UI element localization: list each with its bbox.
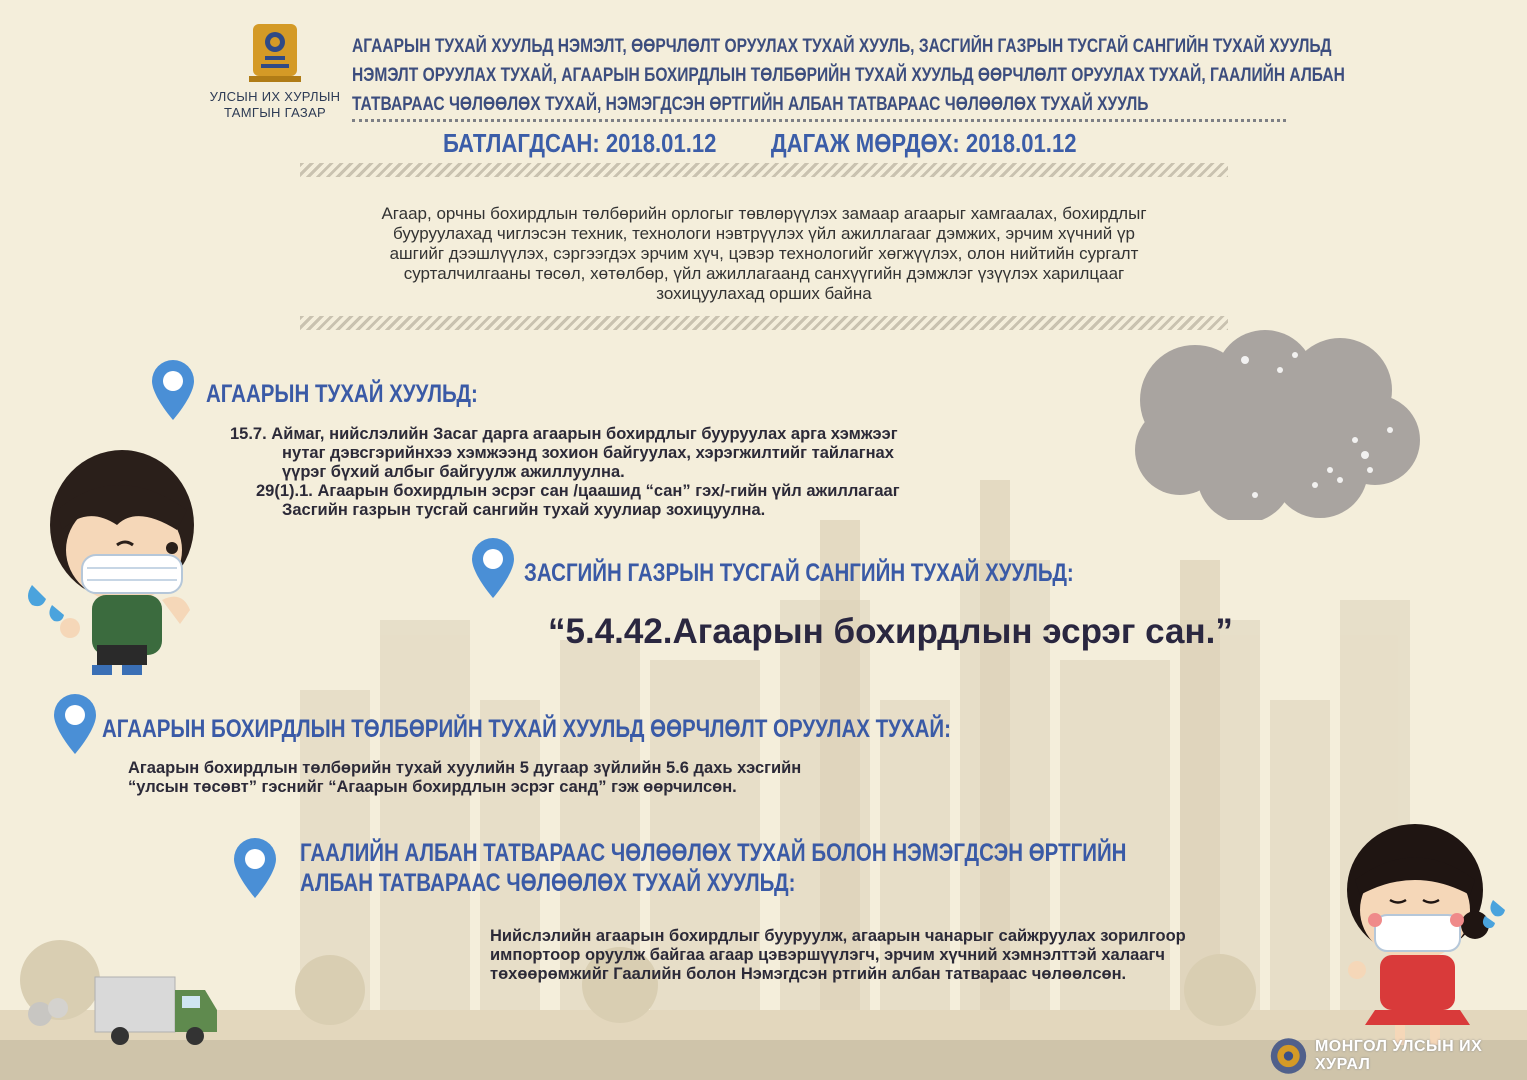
- text-line: “улсын төсөвт” гэснийг “Агаарын бохирдлын эсрэг санд” гэж өөрчилсөн.: [128, 778, 737, 796]
- location-pin-icon: [52, 692, 98, 756]
- state-emblem-icon: [247, 20, 303, 84]
- title-divider: [352, 119, 1286, 122]
- text-line: Агаарын бохирдлын төлбөрийн тухай хуулийн 5 дугаар зүйлийн 5.6 дахь хэсгийн: [128, 759, 802, 777]
- text-line: 15.7. Аймаг, нийслэлийн Засаг дарга агаарын бохирдлыг бууруулах арга хэмжээг: [230, 425, 898, 443]
- parliament-emblem-icon: [1268, 1036, 1309, 1076]
- heading-line: ГААЛИЙН АЛБАН ТАТВАРААС ЧӨЛӨӨЛӨХ ТУХАЙ БОЛОН НЭМЭГДСЭН ӨРТГИЙН: [300, 839, 1127, 867]
- air-law-text: [230, 425, 900, 520]
- text-line: 29(1).1. Агаарын бохирдлын эсрэг сан /цаашид “сан” гэх/-гийн үйл ажиллагааг: [256, 482, 900, 500]
- text-line: үүрэг бүхий албыг байгуулж ажиллуулна.: [282, 463, 625, 481]
- purpose-line: Агаар, орчны бохирдлын төлбөрийн орлогыг төвлөрүүлэх замаар агаарыг хамгаалах, бохирдлыг: [381, 204, 1147, 223]
- footer-watermark: [1268, 1036, 1527, 1076]
- truck-icon: [20, 972, 220, 1052]
- purpose-text: [300, 204, 1228, 304]
- text-line: нутаг дэвсгэрийнхээ хэмжээнд зохион байгуулах, хэрэгжилтийг тайлагнах: [282, 444, 894, 462]
- customs-vat-law-heading: [300, 838, 1126, 898]
- customs-vat-law-text: [490, 927, 1186, 984]
- location-pin-icon: [232, 836, 278, 900]
- girl-with-mask-icon: [1335, 820, 1525, 1050]
- dates-row: [443, 128, 1131, 159]
- text-line: импортоор оруулж байгаа агаар цэвэршүүлэгч, эрчим хүчний хэмнэлттэй халаагч: [490, 946, 1165, 964]
- hatch-divider-top: [300, 163, 1228, 177]
- purpose-line: бууруулахад чиглэсэн техник, технологи нэвтрүүлэх үйл ажиллагааг дэмжих, эрчим хүчний үр: [393, 224, 1135, 243]
- heading-line: АЛБАН ТАТВАРААС ЧӨЛӨӨЛӨХ ТУХАЙ ХУУЛЬД:: [300, 869, 796, 897]
- title-line: АГААРЫН ТУХАЙ ХУУЛЬД НЭМЭЛТ, ӨӨРЧЛӨЛТ ОРУУЛАХ ТУХАЙ ХУУЛЬ, ЗАСГИЙН ГАЗРЫН ТУСГАЙ САНГИЙН ТУХАЙ ХУУЛЬД: [352, 36, 1332, 57]
- pollution-fee-law-text: [128, 759, 801, 797]
- special-fund-quote: “5.4.42.Агаарын бохирдлын эсрэг сан.”: [548, 612, 1233, 651]
- location-pin-icon: [470, 536, 516, 600]
- purpose-line: сурталчилгааны төсөл, хөтөлбөр, үйл ажиллагаанд санхүүгийн дэмжлэг үзүүлэх харилцааг: [403, 264, 1125, 283]
- title-line: НЭМЭЛТ ОРУУЛАХ ТУХАЙ, АГААРЫН БОХИРДЛЫН ТӨЛБӨРИЙН ТУХАЙ ХУУЛЬД ӨӨРЧЛӨЛТ ОРУУЛАХ ТУХАЙ, ГААЛИЙН АЛБАН: [352, 65, 1345, 86]
- pollution-fee-law-heading: АГААРЫН БОХИРДЛЫН ТӨЛБӨРИЙН ТУХАЙ ХУУЛЬД ӨӨРЧЛӨЛТ ОРУУЛАХ ТУХАЙ:: [102, 715, 951, 743]
- location-pin-icon: [150, 358, 196, 422]
- title-line: ТАТВАРААС ЧӨЛӨӨЛӨХ ТУХАЙ, НЭМЭГДСЭН ӨРТГИЙН АЛБАН ТАТВАРААС ЧӨЛӨӨЛӨХ ТУХАЙ ХУУЛЬ: [352, 94, 1149, 115]
- effective-date: ДАГАЖ МӨРДӨХ: 2018.01.12: [770, 128, 1077, 158]
- org-name-line1: УЛСЫН ИХ ХУРЛЫН: [209, 89, 341, 104]
- air-law-heading: АГААРЫН ТУХАЙ ХУУЛЬД:: [206, 380, 478, 408]
- approved-date: БАТЛАГДСАН: 2018.01.12: [443, 128, 717, 158]
- text-line: төхөөрөмжийг Гаалийн болон Нэмэгдсэн ртгийн албан татвараас чөлөөлсөн.: [490, 965, 1127, 983]
- special-fund-law-heading: ЗАСГИЙН ГАЗРЫН ТУСГАЙ САНГИЙН ТУХАЙ ХУУЛЬД:: [524, 559, 1074, 587]
- purpose-line: зохицуулахад орших байна: [656, 284, 872, 303]
- smog-cloud-icon: [1125, 330, 1425, 520]
- org-name-line2: ТАМГЫН ГАЗАР: [223, 105, 327, 120]
- org-logo: [200, 20, 350, 121]
- text-line: Нийслэлийн агаарын бохирдлыг бууруулж, агаарын чанарыг сайжруулах зорилгоор: [490, 927, 1186, 945]
- boy-with-mask-icon: [12, 440, 197, 675]
- text-line: Засгийн газрын тусгай сангийн тухай хуулиар зохицуулна.: [282, 501, 766, 519]
- purpose-line: ашгийг дээшлүүлэх, сэргээгдэх эрчим хүч, цэвэр технологийг хөгжүүлэх, олон нийтийн сургалт: [389, 244, 1139, 263]
- hatch-divider-bottom: [300, 316, 1228, 330]
- document-title: [352, 32, 1345, 119]
- footer-text: МОНГОЛ УЛСЫН ИХ ХУРАЛ: [1314, 1038, 1483, 1073]
